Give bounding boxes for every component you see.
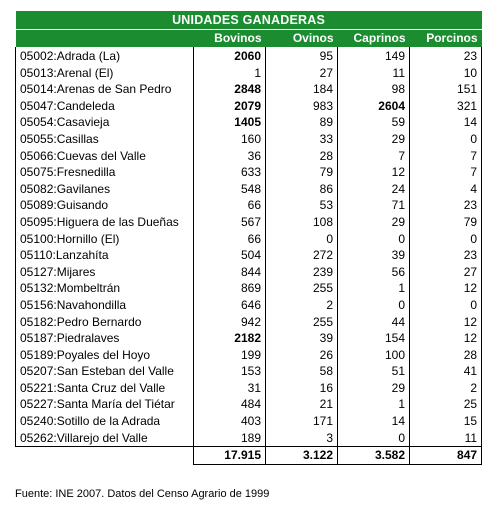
cell-caprinos: 39	[338, 247, 410, 264]
cell-caprinos: 100	[338, 347, 410, 364]
livestock-table-container	[15, 11, 481, 465]
cell-bovinos: 153	[194, 363, 266, 380]
total-ovinos: 3.122	[266, 447, 338, 465]
table-row	[16, 330, 482, 347]
cell-bovinos: 869	[194, 280, 266, 297]
total-porcinos: 847	[410, 447, 482, 465]
cell-ovinos: 255	[266, 280, 338, 297]
column-header-row	[16, 30, 482, 48]
total-bovinos: 17.915	[194, 447, 266, 465]
row-municipality: 05075:Fresnedilla	[16, 164, 194, 181]
row-municipality: 05227:Santa María del Tiétar	[16, 396, 194, 413]
cell-porcinos: 79	[410, 214, 482, 231]
table-row	[16, 396, 482, 413]
cell-caprinos: 7	[338, 148, 410, 165]
cell-porcinos: 14	[410, 114, 482, 131]
row-municipality: 05156:Navahondilla	[16, 297, 194, 314]
cell-bovinos: 160	[194, 131, 266, 148]
cell-caprinos: 12	[338, 164, 410, 181]
row-municipality: 05014:Arenas de San Pedro	[16, 81, 194, 98]
cell-caprinos: 24	[338, 181, 410, 198]
cell-caprinos: 14	[338, 413, 410, 430]
cell-ovinos: 983	[266, 98, 338, 115]
cell-porcinos: 12	[410, 330, 482, 347]
cell-ovinos: 272	[266, 247, 338, 264]
row-municipality: 05055:Casillas	[16, 131, 194, 148]
row-municipality: 05013:Arenal (El)	[16, 65, 194, 82]
table-row	[16, 197, 482, 214]
cell-ovinos: 3	[266, 430, 338, 447]
table-row	[16, 430, 482, 447]
cell-caprinos: 56	[338, 264, 410, 281]
cell-bovinos: 1	[194, 65, 266, 82]
cell-ovinos: 2	[266, 297, 338, 314]
cell-caprinos: 71	[338, 197, 410, 214]
cell-bovinos: 567	[194, 214, 266, 231]
cell-caprinos: 29	[338, 131, 410, 148]
row-municipality: 05187:Piedralaves	[16, 330, 194, 347]
cell-bovinos: 1405	[194, 114, 266, 131]
cell-ovinos: 184	[266, 81, 338, 98]
table-row	[16, 114, 482, 131]
header-caprinos: Caprinos	[338, 30, 410, 48]
row-municipality: 05221:Santa Cruz del Valle	[16, 380, 194, 397]
cell-ovinos: 0	[266, 231, 338, 248]
cell-porcinos: 23	[410, 197, 482, 214]
cell-bovinos: 942	[194, 314, 266, 331]
row-municipality: 05207:San Esteban del Valle	[16, 363, 194, 380]
cell-porcinos: 41	[410, 363, 482, 380]
table-row	[16, 148, 482, 165]
cell-ovinos: 79	[266, 164, 338, 181]
cell-caprinos: 98	[338, 81, 410, 98]
cell-porcinos: 7	[410, 164, 482, 181]
cell-porcinos: 23	[410, 247, 482, 264]
cell-caprinos: 1	[338, 280, 410, 297]
cell-bovinos: 646	[194, 297, 266, 314]
row-municipality: 05110:Lanzahíta	[16, 247, 194, 264]
header-blank	[16, 30, 194, 48]
table-row	[16, 247, 482, 264]
row-municipality: 05066:Cuevas del Valle	[16, 148, 194, 165]
cell-ovinos: 239	[266, 264, 338, 281]
cell-bovinos: 484	[194, 396, 266, 413]
cell-ovinos: 89	[266, 114, 338, 131]
table-row	[16, 413, 482, 430]
totals-blank	[16, 447, 194, 465]
row-municipality: 05100:Hornillo (El)	[16, 231, 194, 248]
cell-bovinos: 2848	[194, 81, 266, 98]
table-row	[16, 380, 482, 397]
cell-bovinos: 199	[194, 347, 266, 364]
cell-bovinos: 633	[194, 164, 266, 181]
table-row	[16, 347, 482, 364]
row-municipality: 05189:Poyales del Hoyo	[16, 347, 194, 364]
row-municipality: 05054:Casavieja	[16, 114, 194, 131]
table-row	[16, 314, 482, 331]
cell-porcinos: 7	[410, 148, 482, 165]
cell-bovinos: 504	[194, 247, 266, 264]
cell-bovinos: 66	[194, 197, 266, 214]
table-row	[16, 65, 482, 82]
cell-caprinos: 29	[338, 380, 410, 397]
row-municipality: 05002:Adrada (La)	[16, 47, 194, 65]
row-municipality: 05132:Mombeltrán	[16, 280, 194, 297]
cell-caprinos: 149	[338, 47, 410, 65]
cell-ovinos: 255	[266, 314, 338, 331]
cell-caprinos: 51	[338, 363, 410, 380]
cell-bovinos: 36	[194, 148, 266, 165]
cell-porcinos: 0	[410, 297, 482, 314]
cell-bovinos: 31	[194, 380, 266, 397]
cell-bovinos: 2079	[194, 98, 266, 115]
table-body	[16, 47, 482, 447]
cell-porcinos: 23	[410, 47, 482, 65]
livestock-units-table	[15, 11, 482, 465]
table-row	[16, 231, 482, 248]
cell-porcinos: 0	[410, 131, 482, 148]
cell-bovinos: 66	[194, 231, 266, 248]
cell-caprinos: 0	[338, 297, 410, 314]
cell-ovinos: 108	[266, 214, 338, 231]
cell-caprinos: 154	[338, 330, 410, 347]
cell-porcinos: 28	[410, 347, 482, 364]
cell-porcinos: 4	[410, 181, 482, 198]
table-title: UNIDADES GANADERAS	[16, 11, 482, 30]
cell-caprinos: 44	[338, 314, 410, 331]
cell-caprinos: 0	[338, 430, 410, 447]
cell-bovinos: 844	[194, 264, 266, 281]
cell-caprinos: 0	[338, 231, 410, 248]
table-row	[16, 363, 482, 380]
row-municipality: 05240:Sotillo de la Adrada	[16, 413, 194, 430]
cell-bovinos: 403	[194, 413, 266, 430]
cell-porcinos: 321	[410, 98, 482, 115]
cell-ovinos: 16	[266, 380, 338, 397]
row-municipality: 05262:Villarejo del Valle	[16, 430, 194, 447]
row-municipality: 05127:Mijares	[16, 264, 194, 281]
table-row	[16, 131, 482, 148]
cell-caprinos: 1	[338, 396, 410, 413]
cell-bovinos: 2182	[194, 330, 266, 347]
cell-ovinos: 171	[266, 413, 338, 430]
row-municipality: 05047:Candeleda	[16, 98, 194, 115]
cell-ovinos: 26	[266, 347, 338, 364]
table-title-row	[16, 11, 482, 30]
total-caprinos: 3.582	[338, 447, 410, 465]
cell-ovinos: 33	[266, 131, 338, 148]
table-row	[16, 81, 482, 98]
table-row	[16, 297, 482, 314]
table-row	[16, 47, 482, 65]
cell-porcinos: 2	[410, 380, 482, 397]
cell-caprinos: 2604	[338, 98, 410, 115]
cell-porcinos: 0	[410, 231, 482, 248]
cell-porcinos: 10	[410, 65, 482, 82]
table-row	[16, 264, 482, 281]
cell-porcinos: 11	[410, 430, 482, 447]
cell-porcinos: 15	[410, 413, 482, 430]
table-row	[16, 164, 482, 181]
cell-bovinos: 548	[194, 181, 266, 198]
table-row	[16, 98, 482, 115]
cell-ovinos: 53	[266, 197, 338, 214]
cell-bovinos: 2060	[194, 47, 266, 65]
source-note: Fuente: INE 2007. Datos del Censo Agrario de 1999	[15, 488, 270, 500]
cell-ovinos: 86	[266, 181, 338, 198]
header-porcinos: Porcinos	[410, 30, 482, 48]
cell-porcinos: 151	[410, 81, 482, 98]
table-row	[16, 214, 482, 231]
cell-ovinos: 21	[266, 396, 338, 413]
header-ovinos: Ovinos	[266, 30, 338, 48]
row-municipality: 05089:Guisando	[16, 197, 194, 214]
cell-ovinos: 39	[266, 330, 338, 347]
cell-caprinos: 29	[338, 214, 410, 231]
cell-caprinos: 59	[338, 114, 410, 131]
cell-porcinos: 12	[410, 314, 482, 331]
cell-porcinos: 25	[410, 396, 482, 413]
table-row	[16, 181, 482, 198]
cell-ovinos: 95	[266, 47, 338, 65]
cell-porcinos: 27	[410, 264, 482, 281]
cell-ovinos: 28	[266, 148, 338, 165]
header-bovinos: Bovinos	[194, 30, 266, 48]
cell-porcinos: 12	[410, 280, 482, 297]
cell-caprinos: 11	[338, 65, 410, 82]
totals-row	[16, 447, 482, 465]
cell-ovinos: 27	[266, 65, 338, 82]
row-municipality: 05082:Gavilanes	[16, 181, 194, 198]
row-municipality: 05182:Pedro Bernardo	[16, 314, 194, 331]
row-municipality: 05095:Higuera de las Dueñas	[16, 214, 194, 231]
cell-ovinos: 58	[266, 363, 338, 380]
cell-bovinos: 189	[194, 430, 266, 447]
table-row	[16, 280, 482, 297]
